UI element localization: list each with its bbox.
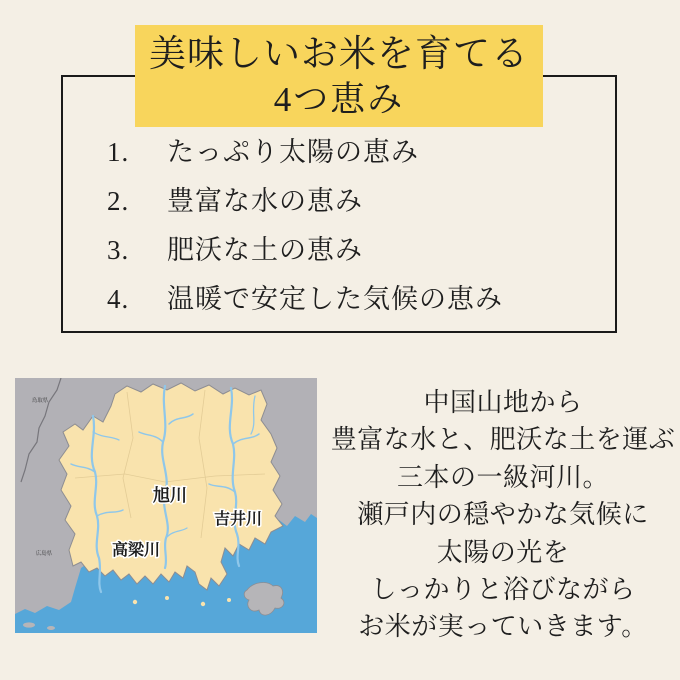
list-item-text: たっぷり太陽の恵み: [167, 137, 419, 167]
description-paragraph: [330, 384, 676, 646]
list-item-text: 温暖で安定した気候の恵み: [167, 284, 503, 314]
okayama-river-map: [15, 378, 317, 633]
map-islet: [47, 626, 55, 630]
description-line: しっかりと浴びながら: [370, 575, 636, 605]
description-line: お米が実っていきます。: [358, 612, 648, 642]
river-label-asahi: 旭川: [153, 486, 187, 505]
list-item-text: 豊富な水の恵み: [167, 186, 363, 216]
blessings-list: [61, 75, 613, 334]
list-item-number: 3.: [107, 235, 130, 265]
title-line-2: 4つ恵み: [273, 80, 405, 119]
river-label-yoshii: 吉井川: [213, 511, 263, 528]
list-item-number: 4.: [107, 284, 130, 314]
description-line: 中国山地から: [423, 388, 583, 417]
description-line: 太陽の光を: [436, 537, 570, 567]
map-islet: [23, 622, 35, 627]
list-item: [107, 187, 613, 215]
map-islet: [165, 596, 169, 600]
neighbor-label-tottori: 鳥取県: [31, 398, 49, 404]
list-item-text: 肥沃な土の恵み: [167, 235, 363, 265]
description-line: 三本の一級河川。: [396, 462, 609, 492]
list-item: [107, 138, 613, 166]
title-line-1: 美味しいお米を育てる: [149, 34, 529, 75]
river-label-takahashi: 高梁川: [111, 542, 161, 559]
list-item-number: 1.: [107, 137, 130, 167]
map-islet: [201, 602, 205, 606]
list-item: [107, 285, 613, 313]
description-line: 豊富な水と、肥沃な土を運ぶ: [330, 425, 676, 455]
description-line: 瀬戸内の穏やかな気候に: [357, 500, 649, 530]
list-item-number: 2.: [107, 186, 130, 216]
neighbor-label-hiroshima: 広島県: [35, 551, 53, 557]
map-islet: [133, 600, 137, 604]
list-item: [107, 236, 613, 264]
map-image: [15, 378, 317, 633]
map-islet: [227, 598, 231, 602]
